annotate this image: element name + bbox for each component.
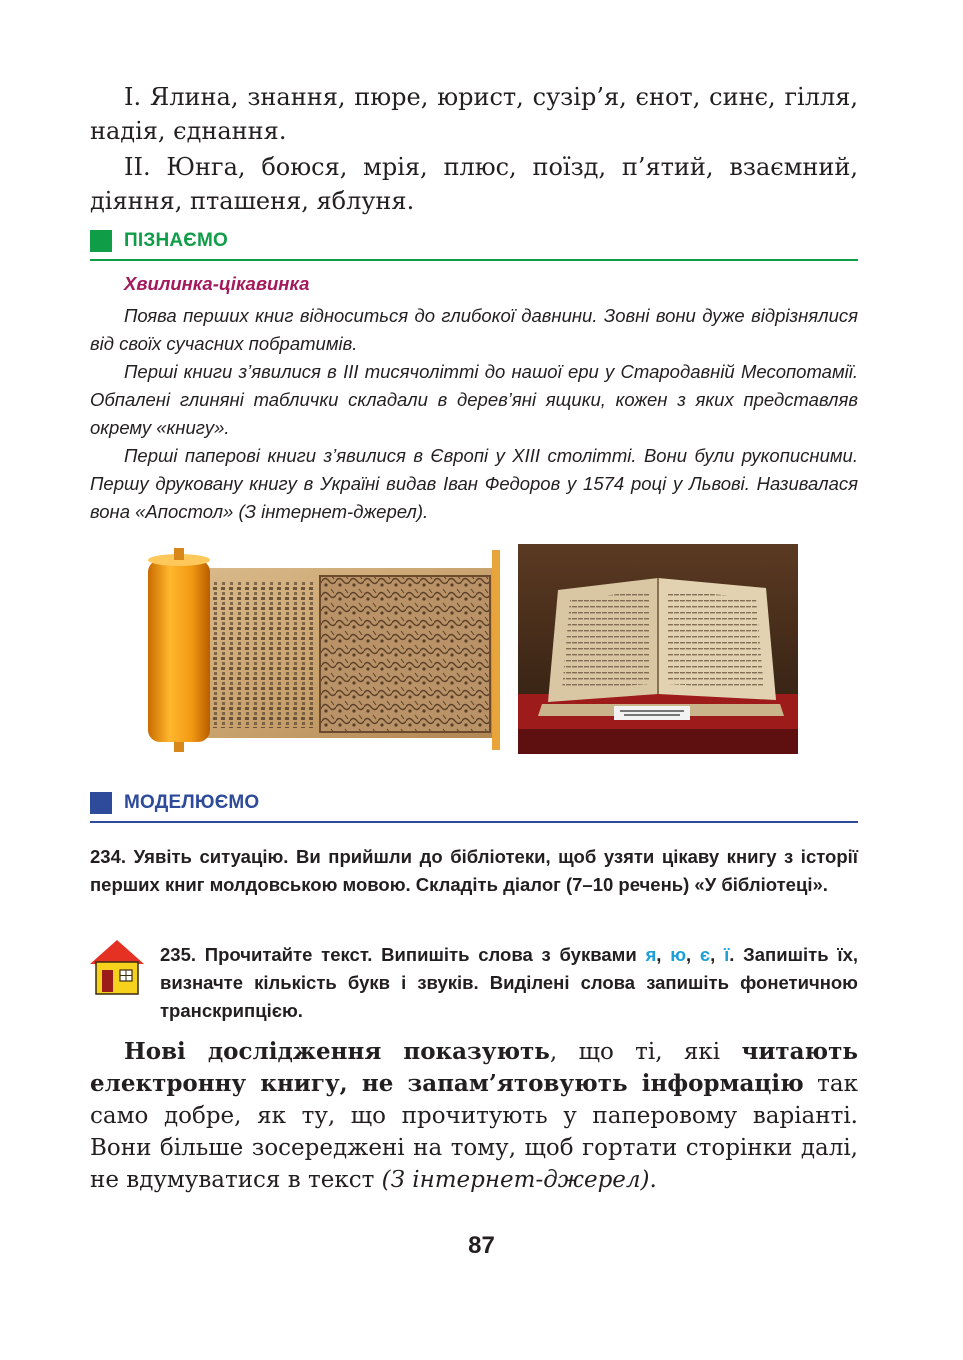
reading-source: (З інтернет-джерел)	[381, 1167, 650, 1193]
letter-separator: ,	[686, 944, 700, 965]
letter-separator: ,	[656, 944, 671, 965]
letter-ya: я	[645, 944, 657, 965]
word-list-1: І. Ялина, знання, пюре, юрист, сузір’я, єнот, синє, гілля, надія, єднання.	[90, 83, 858, 145]
letter-separator: ,	[710, 944, 725, 965]
book-illustration	[518, 544, 798, 754]
task-234	[90, 843, 858, 899]
page-number: 87	[468, 1232, 495, 1259]
scroll-illustration	[140, 546, 504, 754]
fact-box	[90, 270, 858, 526]
letter-ye: є	[699, 944, 711, 965]
old-book-image	[518, 544, 798, 754]
exercise-word-lists	[90, 80, 858, 218]
highlight-phrase-2: читають електронну книгу, не запам’ятовують інформацію	[90, 1038, 858, 1097]
green-square-icon	[90, 230, 112, 252]
task-235-after: . Запишіть їх, визначте кількість букв і звуків. Виділені слова запишіть фонетичною транскрипцією.	[160, 944, 859, 1021]
task-235	[160, 941, 858, 1025]
scroll-image	[140, 546, 504, 754]
highlight-phrase-1: Нові дослідження показують	[124, 1038, 550, 1065]
reading-text	[90, 1036, 858, 1196]
section-model-rule	[90, 821, 858, 823]
reading-end: .	[649, 1167, 657, 1193]
reading-plain-1: , що ті, які	[549, 1039, 742, 1065]
blue-square-icon	[90, 792, 112, 814]
reading-plain-2: так само добре, як ту, що прочитують у паперовому варіанті. Вони більше зосереджені на тому, щоб гортати сторінки далі, не вдумуватися в текст	[90, 1071, 858, 1193]
section-model-header	[90, 790, 858, 824]
fact-title: Хвилинка-цікавинка	[124, 273, 310, 294]
section-learn-label: ПІЗНАЄМО	[124, 230, 229, 251]
fact-paragraph-1: Поява перших книг відноситься до глибокої давнини. Зовні вони дуже відрізнялися від своїх сучасних побратимів.	[90, 305, 858, 354]
task-234-text: 234. Уявіть ситуацію. Ви прийшли до бібліотеки, щоб узяти цікаву книгу з історії перших книг молдовською мовою. Складіть діалог (7–10 речень) «У бібліотеці».	[90, 846, 858, 895]
fact-paragraph-3: Перші паперові книги з’явилися в Європі у ХІІІ столітті. Вони були рукописними. Першу друковану книгу в Україні видав Іван Федоров у 1574 році у Львові. Називалася вона «Апостол» (З інтернет-джерел).	[90, 445, 858, 522]
letter-yu: ю	[670, 944, 686, 965]
reading-paragraph	[90, 1036, 858, 1196]
letter-yi: ї	[724, 944, 730, 965]
section-model-label: МОДЕЛЮЄМО	[124, 792, 260, 813]
word-list-2: ІІ. Юнга, боюся, мрія, плюс, поїзд, п’ятий, взаємний, діяння, пташеня, яблуня.	[90, 153, 858, 215]
task-235-before: 235. Прочитайте текст. Випишіть слова з буквами	[160, 944, 646, 965]
fact-paragraph-2: Перші книги з’явилися в ІІІ тисячолітті до нашої ери у Стародавній Месопотамії. Обпалені глиняні таблички складали в дерев’яні ящики, кожен з яких представляв окрему «книгу».	[90, 361, 858, 438]
section-learn-rule	[90, 259, 858, 261]
home-task-icon	[88, 938, 146, 996]
section-learn-header	[90, 228, 858, 262]
task-235-text	[160, 941, 858, 1025]
